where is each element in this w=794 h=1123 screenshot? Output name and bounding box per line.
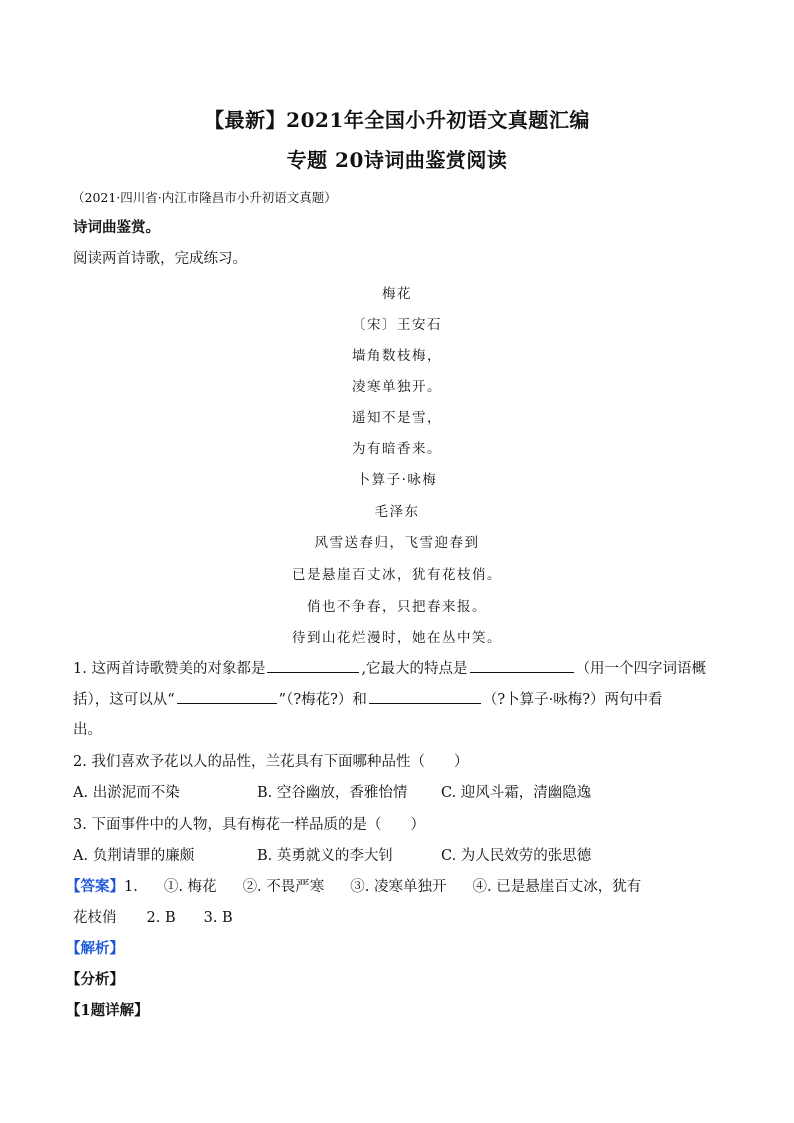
question-1-line2 — [73, 688, 663, 709]
question-1-line3: 出。 — [73, 722, 102, 738]
answer-q1-label: 1. — [124, 879, 138, 895]
option-c[interactable]: C. 为人民效劳的张思德 — [441, 848, 592, 864]
fenxi-heading: 【分析】 — [66, 971, 124, 988]
instruction-text: 阅读两首诗歌，完成练习。 — [73, 251, 247, 267]
option-b[interactable]: B. 英勇就义的李大钊 — [257, 848, 393, 864]
detail-heading: 【1题详解】 — [66, 1002, 149, 1019]
answer-line2 — [73, 906, 233, 927]
answer-tag: 【答案】 — [66, 878, 124, 895]
poem2-line: 风雪送春归，飞雪迎春到 — [314, 535, 480, 551]
main-title: 【最新】2021年全国小升初语文真题汇编 — [204, 108, 590, 132]
question-source: （2021·四川省·内江市隆昌市小升初语文真题） — [72, 190, 337, 205]
answer-item: ④. 已是悬崖百丈冰，犹有 — [472, 879, 642, 895]
answer-item: ①. 梅花 — [163, 879, 217, 895]
poem1-line: 遥知不是雪， — [352, 410, 442, 426]
poem1-line: 为有暗香来。 — [352, 441, 442, 457]
answer-item: ②. 不畏严寒 — [242, 879, 325, 895]
answer-item: 花枝俏 — [73, 910, 117, 926]
answer-blank[interactable] — [369, 689, 481, 704]
option-a[interactable]: A. 负荆请罪的廉颇 — [73, 848, 195, 864]
question-1-line1 — [73, 657, 706, 678]
answer-q3: 3. B — [203, 910, 233, 926]
q1-text: （用一个四字词语概 — [575, 661, 707, 677]
q1-text: ”（?梅花?）和 — [278, 692, 367, 708]
question-3-stem: 3. 下面事件中的人物，具有梅花一样品质的是（ ） — [73, 817, 425, 833]
answer-blank[interactable] — [470, 658, 574, 673]
poem2-line: 俏也不争春，只把春来报。 — [307, 599, 487, 615]
sub-title: 专题 20诗词曲鉴赏阅读 — [286, 148, 508, 172]
q1-text: ,它最大的特点是 — [361, 661, 468, 677]
option-b[interactable]: B. 空谷幽放，香雅怡情 — [257, 785, 408, 801]
poem1-title: 梅花 — [382, 286, 412, 302]
q1-text: 括），这可以从“ — [73, 692, 175, 708]
poem2-line: 待到山花烂漫时，她在丛中笑。 — [292, 630, 502, 646]
answer-item: ③. 凌寒单独开 — [350, 879, 447, 895]
q1-text: 1. 这两首诗歌赞美的对象都是 — [73, 661, 266, 677]
analysis-heading: 【解析】 — [66, 940, 124, 957]
question-2-options — [73, 781, 591, 802]
poem1-line: 凌寒单独开。 — [352, 379, 442, 395]
q1-text: （?卜算子·咏梅?）两句中看 — [482, 692, 663, 708]
section-heading: 诗词曲鉴赏。 — [73, 219, 160, 236]
poem2-line: 已是悬崖百丈冰，犹有花枝俏。 — [292, 567, 502, 583]
poem2-author: 毛泽东 — [374, 504, 420, 520]
poem1-author: 〔宋〕王安石 — [352, 317, 442, 333]
option-a[interactable]: A. 出淤泥而不染 — [73, 785, 180, 801]
answer-q2: 2. B — [146, 910, 176, 926]
answer-blank[interactable] — [267, 658, 359, 673]
answer-blank[interactable] — [177, 689, 277, 704]
poem1-line: 墙角数枝梅， — [352, 348, 442, 364]
poem2-title: 卜算子·咏梅 — [356, 472, 438, 488]
option-c[interactable]: C. 迎风斗霜，清幽隐逸 — [441, 785, 592, 801]
answer-line1 — [66, 875, 641, 896]
question-2-stem: 2. 我们喜欢予花以人的品性，兰花具有下面哪种品性（ ） — [73, 754, 469, 770]
question-3-options — [73, 844, 591, 865]
